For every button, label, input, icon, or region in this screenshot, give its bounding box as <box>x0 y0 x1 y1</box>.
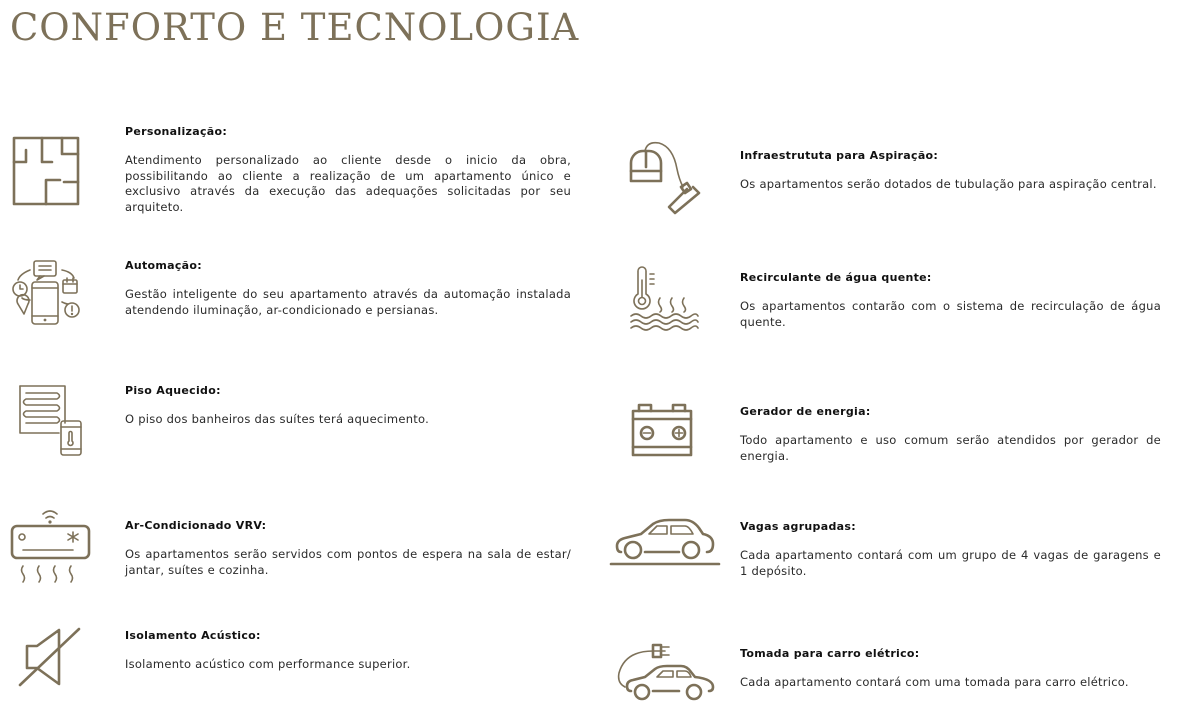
page-title: CONFORTO E TECNOLOGIA <box>10 6 580 49</box>
muted-speaker-icon <box>17 626 83 688</box>
feature-heading: Ar-Condicionado VRV: <box>125 519 267 532</box>
air-conditioner-icon <box>9 504 93 586</box>
electric-car-charging-icon <box>613 641 717 705</box>
feature-description: Atendimento personalizado ao cliente desde o inicio da obra, possibilitando ao cliente a realização de um apartamento único e exclusivo através da execução das adequações solicitadas por seu arquiteto. <box>125 153 571 214</box>
feature-description: Cada apartamento contará com um grupo de 4 vagas de garagens e 1 depósito. <box>740 548 1161 578</box>
floor-plan-icon <box>12 136 82 208</box>
feature-description: Cada apartamento contará com uma tomada para carro elétrico. <box>740 675 1129 689</box>
battery-generator-icon <box>631 401 695 461</box>
feature-description: Gestão inteligente do seu apartamento através da automação instalada atendendo iluminação, ar-condicionado e persianas. <box>125 287 571 317</box>
feature-heading: Personalização: <box>125 125 228 138</box>
heated-floor-icon <box>17 383 85 459</box>
smart-home-automation-icon <box>10 258 82 330</box>
central-vacuum-icon <box>627 141 705 217</box>
feature-description: Isolamento acústico com performance superior. <box>125 657 411 671</box>
feature-heading: Infraestrututa para Aspiração: <box>740 149 939 162</box>
feature-heading: Isolamento Acústico: <box>125 629 261 642</box>
feature-heading: Piso Aquecido: <box>125 384 221 397</box>
feature-heading: Vagas agrupadas: <box>740 520 856 533</box>
feature-heading: Automação: <box>125 259 202 272</box>
feature-heading: Tomada para carro elétrico: <box>740 647 920 660</box>
feature-description: Os apartamentos serão dotados de tubulação para aspiração central. <box>740 177 1157 191</box>
hot-water-icon <box>628 266 700 332</box>
feature-description: O piso dos banheiros das suítes terá aquecimento. <box>125 412 429 426</box>
feature-heading: Gerador de energia: <box>740 405 871 418</box>
feature-description: Os apartamentos serão servidos com pontos de espera na sala de estar/ jantar, suítes e cozinha. <box>125 547 571 577</box>
feature-description: Os apartamentos contarão com o sistema de recirculação de água quente. <box>740 299 1161 329</box>
feature-description: Todo apartamento e uso comum serão atendidos por gerador de energia. <box>740 433 1161 463</box>
car-icon <box>609 518 721 568</box>
feature-heading: Recirculante de água quente: <box>740 271 932 284</box>
